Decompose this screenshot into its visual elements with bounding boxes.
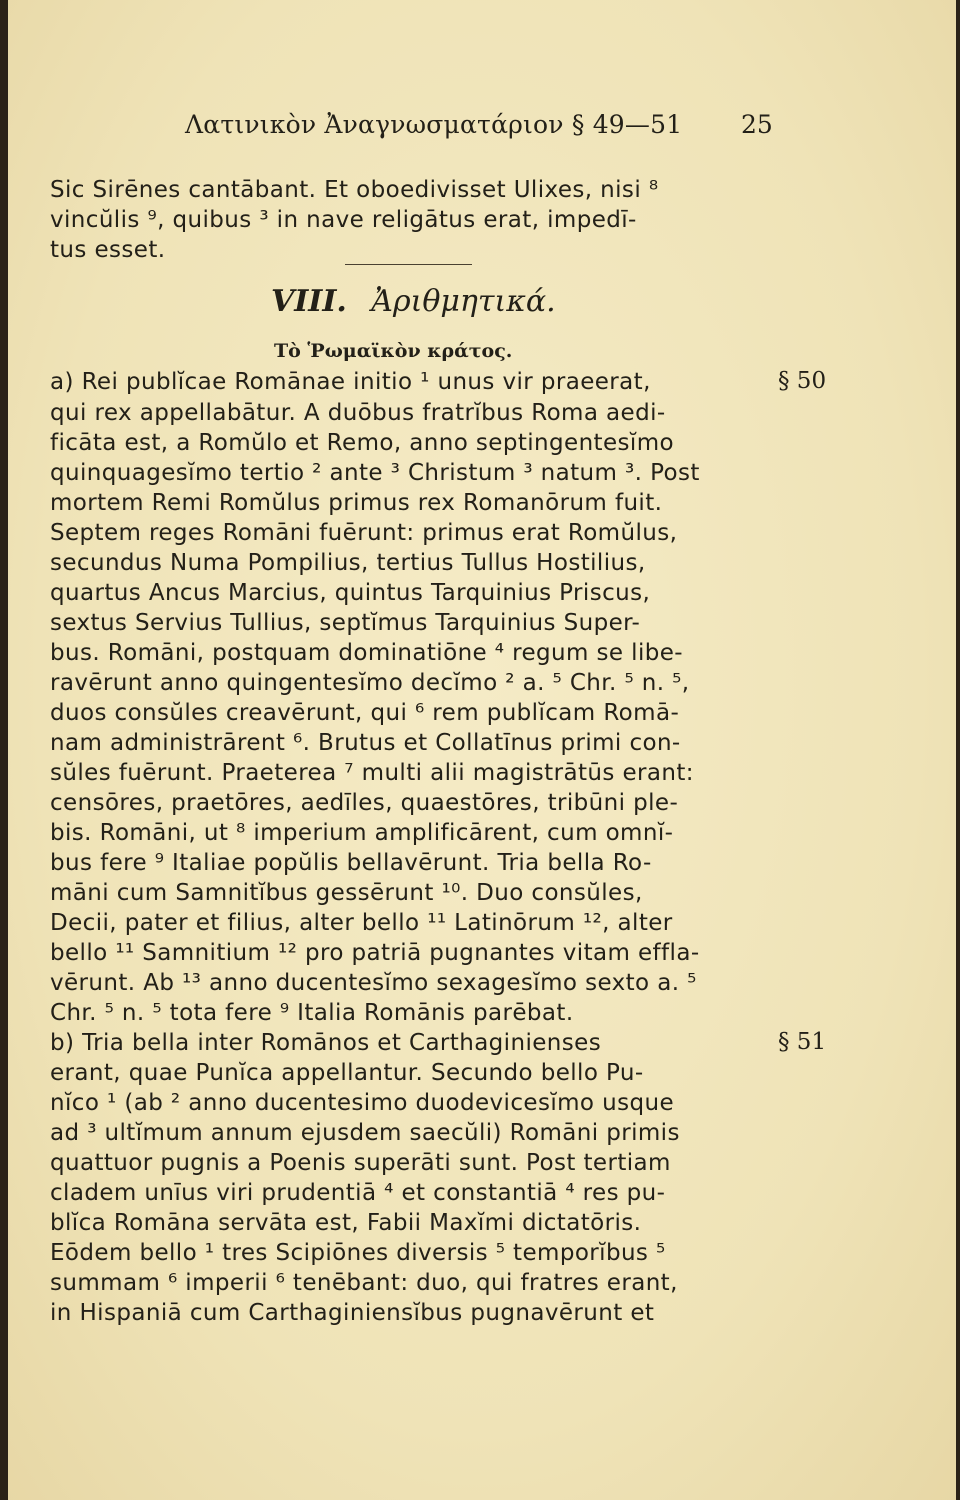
page-number: 25	[741, 110, 773, 139]
text-line: secundus Numa Pompilius, tertius Tullus Hostilius,	[50, 550, 646, 576]
text-line: ficāta est, a Romŭlo et Remo, anno septingentesĭmo	[50, 430, 674, 456]
text-line: bello ¹¹ Samnitium ¹² pro patriā pugnantes vitam effla-	[50, 940, 700, 966]
text-line: Eōdem bello ¹ tres Scipiōnes diversis ⁵ temporĭbus ⁵	[50, 1240, 666, 1266]
text-line: Sic Sirēnes cantābant. Et oboedivisset Ulixes, nisi ⁸	[50, 177, 659, 203]
text-line: duos consŭles creavērunt, qui ⁶ rem publĭcam Romā-	[50, 700, 680, 726]
text-line: summam ⁶ imperii ⁶ tenēbant: duo, qui fratres erant,	[50, 1270, 678, 1296]
text-line: censōres, praetōres, aedīles, quaestōres, tribūni ple-	[50, 790, 679, 816]
text-line: bis. Romāni, ut ⁸ imperium amplificārent, cum omnĭ-	[50, 820, 674, 846]
running-head: Λατινικὸν Ἀναγνωσματάριον § 49—51	[185, 110, 683, 139]
text-line: Septem reges Romāni fuērunt: primus erat Romŭlus,	[50, 520, 678, 546]
text-line: cladem unīus viri prudentiā ⁴ et constantiā ⁴ res pu-	[50, 1180, 666, 1206]
text-line: nĭco ¹ (ab ² anno ducentesimo duodevicesĭmo usque	[50, 1090, 674, 1116]
margin-paragraph-ref: § 51	[778, 1029, 827, 1055]
text-line: b) Tria bella inter Romānos et Carthaginienses	[50, 1030, 602, 1056]
text-line: vērunt. Ab ¹³ anno ducentesĭmo sexagesĭmo sexto a. ⁵	[50, 970, 697, 996]
page-edge-left	[0, 0, 8, 1500]
section-heading	[271, 284, 556, 319]
divider-rule	[345, 264, 472, 265]
text-line: mortem Remi Romŭlus primus rex Romanōrum fuit.	[50, 490, 663, 516]
text-line: a) Rei publĭcae Romānae initio ¹ unus vir praeerat,	[50, 369, 651, 395]
text-line: quartus Ancus Marcius, quintus Tarquinius Priscus,	[50, 580, 651, 606]
text-line: sextus Servius Tullius, septĭmus Tarquinius Super-	[50, 610, 641, 636]
section-subtitle: Τὸ Ῥωμαϊκὸν κράτος.	[274, 340, 513, 362]
text-line: sŭles fuērunt. Praeterea ⁷ multi alii magistrātūs erant:	[50, 760, 694, 786]
text-line: Decii, pater et filius, alter bello ¹¹ Latinōrum ¹², alter	[50, 910, 673, 936]
page-edge-right	[956, 0, 960, 1500]
text-line: tus esset.	[50, 237, 166, 263]
section-number: VIII.	[271, 284, 347, 319]
text-line: nam administrārent ⁶. Brutus et Collatīnus primi con-	[50, 730, 681, 756]
section-title-greek: Ἀριθμητικά.	[371, 284, 556, 319]
text-line: māni cum Samnitĭbus gessērunt ¹⁰. Duo consŭles,	[50, 880, 643, 906]
text-line: bus. Romāni, postquam dominatiōne ⁴ regum se libe-	[50, 640, 684, 666]
text-line: erant, quae Punĭca appellantur. Secundo bello Pu-	[50, 1060, 644, 1086]
text-line: ad ³ ultĭmum annum ejusdem saecŭli) Romāni primis	[50, 1120, 680, 1146]
text-line: Chr. ⁵ n. ⁵ tota fere ⁹ Italia Romānis parēbat.	[50, 1000, 574, 1026]
text-line: ravērunt anno quingentesĭmo decĭmo ² a. ⁵ Chr. ⁵ n. ⁵,	[50, 670, 690, 696]
text-line: vincŭlis ⁹, quibus ³ in nave religātus erat, impedī-	[50, 207, 637, 233]
text-line: qui rex appellabātur. A duōbus fratrĭbus Roma aedi-	[50, 400, 666, 426]
margin-paragraph-ref: § 50	[778, 368, 827, 394]
text-line: quinquagesĭmo tertio ² ante ³ Christum ³ natum ³. Post	[50, 460, 700, 486]
text-line: quattuor pugnis a Poenis superāti sunt. Post tertiam	[50, 1150, 671, 1176]
text-line: in Hispaniā cum Carthaginiensĭbus pugnavērunt et	[50, 1300, 655, 1326]
text-line: bus fere ⁹ Italiae popŭlis bellavērunt. Tria bella Ro-	[50, 850, 652, 876]
text-line: blĭca Romāna servāta est, Fabii Maxĭmi dictatōris.	[50, 1210, 642, 1236]
